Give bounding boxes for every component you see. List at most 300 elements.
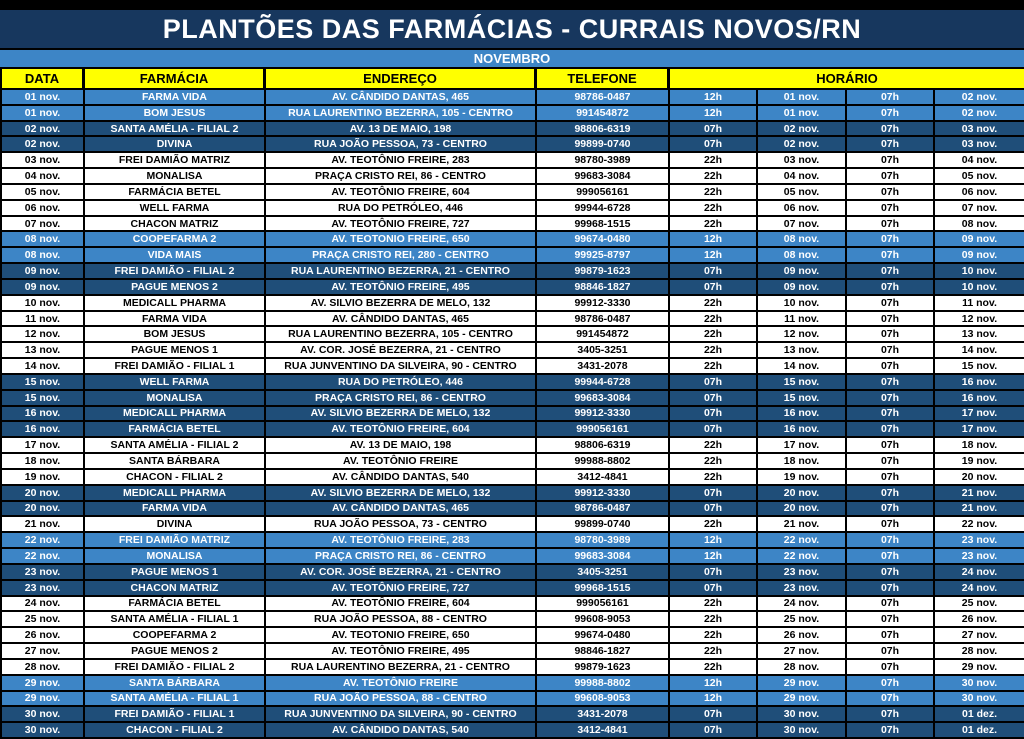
cell-date: 09 nov. xyxy=(0,280,85,294)
cell-end-time: 07h xyxy=(847,343,935,357)
cell-start-time: 22h xyxy=(670,612,758,626)
cell-start-date: 22 nov. xyxy=(758,549,847,563)
cell-phone: 3405-3251 xyxy=(537,343,670,357)
cell-start-date: 04 nov. xyxy=(758,169,847,183)
cell-start-time: 12h xyxy=(670,232,758,246)
cell-date: 23 nov. xyxy=(0,581,85,595)
cell-pharmacy: MEDICALL PHARMA xyxy=(85,407,266,421)
cell-address: AV. TEOTÔNIO FREIRE, 604 xyxy=(266,422,537,436)
cell-end-time: 07h xyxy=(847,169,935,183)
cell-pharmacy: FREI DAMIÃO - FILIAL 2 xyxy=(85,264,266,278)
cell-start-time: 22h xyxy=(670,517,758,531)
cell-phone: 99912-3330 xyxy=(537,407,670,421)
cell-start-time: 22h xyxy=(670,644,758,658)
cell-start-time: 22h xyxy=(670,454,758,468)
cell-address: RUA JOÃO PESSOA, 73 - CENTRO xyxy=(266,517,537,531)
table-row xyxy=(0,676,1024,692)
cell-phone: 99674-0480 xyxy=(537,232,670,246)
cell-date: 16 nov. xyxy=(0,422,85,436)
cell-end-date: 02 nov. xyxy=(961,90,998,103)
cell-address: AV. TEOTÔNIO FREIRE, 495 xyxy=(266,644,537,658)
cell-start-time: 07h xyxy=(670,391,758,405)
cell-date: 08 nov. xyxy=(0,248,85,262)
cell-phone: 98780-3989 xyxy=(537,533,670,547)
cell-phone: 99968-1515 xyxy=(537,581,670,595)
cell-date: 23 nov. xyxy=(0,565,85,579)
cell-date: 20 nov. xyxy=(0,502,85,516)
cell-pharmacy: VIDA MAIS xyxy=(85,248,266,262)
cell-date: 29 nov. xyxy=(0,692,85,706)
cell-end-date: 22 nov. xyxy=(961,518,998,531)
table-row xyxy=(0,517,1024,533)
cell-pharmacy: FREI DAMIÃO - FILIAL 1 xyxy=(85,359,266,373)
cell-start-date: 20 nov. xyxy=(758,502,847,516)
cell-start-time: 12h xyxy=(670,90,758,104)
table-row xyxy=(0,391,1024,407)
cell-end-date: 23 nov. xyxy=(961,549,998,562)
cell-date: 25 nov. xyxy=(0,612,85,626)
cell-address: AV. TEOTONIO FREIRE, 650 xyxy=(266,232,537,246)
table-row xyxy=(0,169,1024,185)
cell-start-time: 22h xyxy=(670,470,758,484)
table-row xyxy=(0,597,1024,613)
cell-address: RUA JOÃO PESSOA, 88 - CENTRO xyxy=(266,612,537,626)
cell-end-date: 07 nov. xyxy=(961,201,998,214)
cell-phone: 3405-3251 xyxy=(537,565,670,579)
cell-start-date: 23 nov. xyxy=(758,565,847,579)
cell-end-time: 07h xyxy=(847,692,935,706)
table-row xyxy=(0,359,1024,375)
cell-start-date: 20 nov. xyxy=(758,486,847,500)
cell-start-time: 07h xyxy=(670,264,758,278)
cell-start-time: 07h xyxy=(670,565,758,579)
cell-end-date: 23 nov. xyxy=(961,534,998,547)
cell-address: AV. TEOTÔNIO FREIRE, 283 xyxy=(266,533,537,547)
cell-address: PRAÇA CRISTO REI, 86 - CENTRO xyxy=(266,391,537,405)
cell-address: AV. TEOTONIO FREIRE, 650 xyxy=(266,628,537,642)
cell-start-time: 07h xyxy=(670,422,758,436)
cell-start-date: 26 nov. xyxy=(758,628,847,642)
cell-end-time: 07h xyxy=(847,264,935,278)
cell-pharmacy: MEDICALL PHARMA xyxy=(85,486,266,500)
cell-phone: 99683-3084 xyxy=(537,169,670,183)
cell-pharmacy: CHACON - FILIAL 2 xyxy=(85,470,266,484)
table-row xyxy=(0,454,1024,470)
cell-start-time: 22h xyxy=(670,185,758,199)
cell-pharmacy: FARMA VIDA xyxy=(85,502,266,516)
cell-date: 04 nov. xyxy=(0,169,85,183)
column-header-endereco: ENDEREÇO xyxy=(266,69,537,90)
cell-start-time: 22h xyxy=(670,296,758,310)
table-row xyxy=(0,106,1024,122)
cell-pharmacy: FARMA VIDA xyxy=(85,90,266,104)
cell-address: RUA LAURENTINO BEZERRA, 105 - CENTRO xyxy=(266,106,537,120)
cell-date: 22 nov. xyxy=(0,549,85,563)
cell-address: AV. CÂNDIDO DANTAS, 465 xyxy=(266,312,537,326)
cell-date: 27 nov. xyxy=(0,644,85,658)
cell-end-time: 07h xyxy=(847,486,935,500)
cell-phone: 98846-1827 xyxy=(537,280,670,294)
cell-pharmacy: FARMÁCIA BETEL xyxy=(85,422,266,436)
cell-pharmacy: CHACON MATRIZ xyxy=(85,581,266,595)
table-row xyxy=(0,581,1024,597)
cell-start-date: 29 nov. xyxy=(758,692,847,706)
cell-phone: 99683-3084 xyxy=(537,391,670,405)
cell-start-date: 15 nov. xyxy=(758,375,847,389)
cell-phone: 99944-6728 xyxy=(537,201,670,215)
cell-start-date: 28 nov. xyxy=(758,660,847,674)
cell-end-time: 07h xyxy=(847,533,935,547)
cell-pharmacy: CHACON - FILIAL 2 xyxy=(85,723,266,737)
cell-end-date: 19 nov. xyxy=(961,454,998,467)
cell-end-date: 28 nov. xyxy=(961,644,998,657)
cell-date: 11 nov. xyxy=(0,312,85,326)
cell-end-date: 16 nov. xyxy=(961,375,998,388)
cell-phone: 99988-8802 xyxy=(537,676,670,690)
cell-end-time: 07h xyxy=(847,248,935,262)
cell-end-time: 07h xyxy=(847,422,935,436)
table-row xyxy=(0,90,1024,106)
cell-start-time: 22h xyxy=(670,201,758,215)
cell-start-date: 16 nov. xyxy=(758,422,847,436)
cell-start-date: 07 nov. xyxy=(758,217,847,231)
cell-pharmacy: FREI DAMIÃO MATRIZ xyxy=(85,533,266,547)
cell-end-date: 09 nov. xyxy=(961,249,998,262)
cell-start-date: 02 nov. xyxy=(758,137,847,151)
cell-end-date: 29 nov. xyxy=(961,660,998,673)
table-row xyxy=(0,549,1024,565)
cell-start-time: 22h xyxy=(670,327,758,341)
cell-start-time: 22h xyxy=(670,217,758,231)
cell-address: AV. CÂNDIDO DANTAS, 465 xyxy=(266,90,537,104)
cell-end-time: 07h xyxy=(847,407,935,421)
table-row xyxy=(0,122,1024,138)
cell-address: AV. 13 DE MAIO, 198 xyxy=(266,122,537,136)
cell-end-time: 07h xyxy=(847,122,935,136)
cell-phone: 991454872 xyxy=(537,106,670,120)
cell-end-date: 01 dez. xyxy=(961,724,998,737)
cell-end-time: 07h xyxy=(847,137,935,151)
cell-date: 05 nov. xyxy=(0,185,85,199)
cell-start-date: 22 nov. xyxy=(758,533,847,547)
cell-pharmacy: PAGUE MENOS 2 xyxy=(85,280,266,294)
cell-start-date: 23 nov. xyxy=(758,581,847,595)
cell-phone: 98786-0487 xyxy=(537,502,670,516)
table-row xyxy=(0,312,1024,328)
cell-end-time: 07h xyxy=(847,106,935,120)
table-row xyxy=(0,375,1024,391)
cell-start-time: 22h xyxy=(670,312,758,326)
cell-date: 15 nov. xyxy=(0,375,85,389)
cell-end-time: 07h xyxy=(847,612,935,626)
cell-phone: 999056161 xyxy=(537,185,670,199)
cell-end-time: 07h xyxy=(847,201,935,215)
cell-phone: 98806-6319 xyxy=(537,122,670,136)
cell-pharmacy: MEDICALL PHARMA xyxy=(85,296,266,310)
cell-end-date: 02 nov. xyxy=(961,106,998,119)
month-label: NOVEMBRO xyxy=(0,50,1024,67)
cell-end-time: 07h xyxy=(847,312,935,326)
cell-end-time: 07h xyxy=(847,90,935,104)
cell-end-date: 01 dez. xyxy=(961,708,998,721)
cell-start-date: 25 nov. xyxy=(758,612,847,626)
cell-pharmacy: CHACON MATRIZ xyxy=(85,217,266,231)
cell-start-time: 12h xyxy=(670,533,758,547)
cell-end-time: 07h xyxy=(847,359,935,373)
table-row xyxy=(0,533,1024,549)
cell-end-time: 07h xyxy=(847,438,935,452)
cell-pharmacy: FARMA VIDA xyxy=(85,312,266,326)
cell-pharmacy: BOM JESUS xyxy=(85,106,266,120)
cell-start-date: 14 nov. xyxy=(758,359,847,373)
cell-phone: 99925-8797 xyxy=(537,248,670,262)
cell-pharmacy: BOM JESUS xyxy=(85,327,266,341)
cell-end-date: 24 nov. xyxy=(961,581,998,594)
table-row xyxy=(0,723,1024,739)
cell-address: PRAÇA CRISTO REI, 280 - CENTRO xyxy=(266,248,537,262)
cell-end-date: 17 nov. xyxy=(961,407,998,420)
cell-address: AV. CÂNDIDO DANTAS, 465 xyxy=(266,502,537,516)
cell-address: RUA LAURENTINO BEZERRA, 105 - CENTRO xyxy=(266,327,537,341)
cell-end-date: 10 nov. xyxy=(961,265,998,278)
cell-end-date: 04 nov. xyxy=(961,154,998,167)
cell-date: 30 nov. xyxy=(0,723,85,737)
cell-address: AV. SILVIO BEZERRA DE MELO, 132 xyxy=(266,407,537,421)
cell-phone: 99608-9053 xyxy=(537,612,670,626)
cell-start-time: 07h xyxy=(670,375,758,389)
cell-end-date: 08 nov. xyxy=(961,217,998,230)
cell-start-date: 05 nov. xyxy=(758,185,847,199)
cell-phone: 3431-2078 xyxy=(537,359,670,373)
cell-start-date: 17 nov. xyxy=(758,438,847,452)
cell-phone: 99988-8802 xyxy=(537,454,670,468)
cell-end-time: 07h xyxy=(847,660,935,674)
cell-start-date: 02 nov. xyxy=(758,122,847,136)
cell-start-date: 21 nov. xyxy=(758,517,847,531)
column-header-horario: HORÁRIO xyxy=(670,69,1024,90)
cell-start-time: 22h xyxy=(670,438,758,452)
cell-start-date: 10 nov. xyxy=(758,296,847,310)
cell-start-date: 01 nov. xyxy=(758,106,847,120)
cell-end-time: 07h xyxy=(847,327,935,341)
cell-address: AV. TEOTÔNIO FREIRE, 727 xyxy=(266,217,537,231)
cell-pharmacy: COOPEFARMA 2 xyxy=(85,232,266,246)
cell-start-time: 12h xyxy=(670,549,758,563)
cell-date: 22 nov. xyxy=(0,533,85,547)
cell-start-time: 07h xyxy=(670,280,758,294)
cell-start-date: 09 nov. xyxy=(758,264,847,278)
cell-address: AV. COR. JOSÉ BEZERRA, 21 - CENTRO xyxy=(266,343,537,357)
cell-phone: 98780-3989 xyxy=(537,153,670,167)
cell-date: 29 nov. xyxy=(0,676,85,690)
cell-end-date: 20 nov. xyxy=(961,470,998,483)
cell-date: 26 nov. xyxy=(0,628,85,642)
cell-address: AV. TEOTÔNIO FREIRE, 604 xyxy=(266,185,537,199)
table-row xyxy=(0,407,1024,423)
cell-start-time: 12h xyxy=(670,106,758,120)
cell-pharmacy: MONALISA xyxy=(85,391,266,405)
cell-end-date: 09 nov. xyxy=(961,233,998,246)
cell-start-date: 15 nov. xyxy=(758,391,847,405)
cell-pharmacy: MONALISA xyxy=(85,549,266,563)
cell-pharmacy: PAGUE MENOS 1 xyxy=(85,343,266,357)
cell-end-date: 11 nov. xyxy=(962,296,997,309)
cell-start-time: 12h xyxy=(670,676,758,690)
cell-start-time: 22h xyxy=(670,628,758,642)
cell-start-time: 22h xyxy=(670,359,758,373)
cell-start-time: 07h xyxy=(670,486,758,500)
cell-address: AV. TEOTÔNIO FREIRE, 495 xyxy=(266,280,537,294)
table-row xyxy=(0,327,1024,343)
cell-pharmacy: SANTA AMÉLIA - FILIAL 1 xyxy=(85,692,266,706)
cell-end-date: 21 nov. xyxy=(961,502,998,515)
cell-start-time: 22h xyxy=(670,597,758,611)
cell-address: AV. CÂNDIDO DANTAS, 540 xyxy=(266,723,537,737)
cell-phone: 99674-0480 xyxy=(537,628,670,642)
cell-pharmacy: FREI DAMIÃO - FILIAL 1 xyxy=(85,707,266,721)
table-row xyxy=(0,660,1024,676)
table-row xyxy=(0,343,1024,359)
cell-date: 03 nov. xyxy=(0,153,85,167)
cell-date: 01 nov. xyxy=(0,106,85,120)
cell-pharmacy: COOPEFARMA 2 xyxy=(85,628,266,642)
cell-end-time: 07h xyxy=(847,628,935,642)
table-row xyxy=(0,201,1024,217)
table-row xyxy=(0,264,1024,280)
cell-end-time: 07h xyxy=(847,280,935,294)
cell-end-time: 07h xyxy=(847,217,935,231)
cell-address: RUA JUNVENTINO DA SILVEIRA, 90 - CENTRO xyxy=(266,707,537,721)
cell-pharmacy: SANTA BÁRBARA xyxy=(85,676,266,690)
cell-date: 02 nov. xyxy=(0,122,85,136)
cell-pharmacy: FARMÁCIA BETEL xyxy=(85,185,266,199)
cell-end-date: 16 nov. xyxy=(961,391,998,404)
cell-start-time: 07h xyxy=(670,407,758,421)
table-row xyxy=(0,612,1024,628)
column-header-data: DATA xyxy=(0,69,85,90)
cell-end-date: 06 nov. xyxy=(961,185,998,198)
cell-end-time: 07h xyxy=(847,454,935,468)
cell-pharmacy: WELL FARMA xyxy=(85,201,266,215)
cell-start-time: 07h xyxy=(670,723,758,737)
cell-start-time: 07h xyxy=(670,707,758,721)
cell-address: AV. TEOTÔNIO FREIRE, 727 xyxy=(266,581,537,595)
cell-pharmacy: SANTA AMÉLIA - FILIAL 2 xyxy=(85,438,266,452)
cell-start-time: 22h xyxy=(670,343,758,357)
cell-address: RUA LAURENTINO BEZERRA, 21 - CENTRO xyxy=(266,264,537,278)
cell-address: AV. CÂNDIDO DANTAS, 540 xyxy=(266,470,537,484)
cell-phone: 991454872 xyxy=(537,327,670,341)
cell-date: 24 nov. xyxy=(0,597,85,611)
cell-start-date: 11 nov. xyxy=(758,312,847,326)
cell-address: RUA JOÃO PESSOA, 88 - CENTRO xyxy=(266,692,537,706)
cell-pharmacy: WELL FARMA xyxy=(85,375,266,389)
cell-address: RUA JUNVENTINO DA SILVEIRA, 90 - CENTRO xyxy=(266,359,537,373)
cell-phone: 99608-9053 xyxy=(537,692,670,706)
cell-date: 14 nov. xyxy=(0,359,85,373)
cell-address: AV. TEOTÔNIO FREIRE, 604 xyxy=(266,597,537,611)
cell-date: 09 nov. xyxy=(0,264,85,278)
cell-end-date: 27 nov. xyxy=(961,629,998,642)
cell-start-date: 30 nov. xyxy=(758,723,847,737)
cell-date: 01 nov. xyxy=(0,90,85,104)
cell-end-time: 07h xyxy=(847,232,935,246)
table-row xyxy=(0,217,1024,233)
cell-end-date: 30 nov. xyxy=(961,676,998,689)
cell-address: AV. TEOTÔNIO FREIRE xyxy=(266,676,537,690)
cell-end-date: 25 nov. xyxy=(961,597,998,610)
cell-end-time: 07h xyxy=(847,391,935,405)
table-row xyxy=(0,422,1024,438)
cell-start-date: 30 nov. xyxy=(758,707,847,721)
table-row xyxy=(0,644,1024,660)
cell-phone: 99879-1623 xyxy=(537,660,670,674)
table-body xyxy=(0,90,1024,739)
cell-address: PRAÇA CRISTO REI, 86 - CENTRO xyxy=(266,549,537,563)
cell-phone: 98786-0487 xyxy=(537,90,670,104)
cell-phone: 3431-2078 xyxy=(537,707,670,721)
cell-pharmacy: PAGUE MENOS 2 xyxy=(85,644,266,658)
cell-start-time: 07h xyxy=(670,137,758,151)
cell-start-date: 12 nov. xyxy=(758,327,847,341)
cell-phone: 999056161 xyxy=(537,422,670,436)
cell-start-time: 22h xyxy=(670,660,758,674)
cell-date: 15 nov. xyxy=(0,391,85,405)
cell-end-time: 07h xyxy=(847,549,935,563)
cell-end-time: 07h xyxy=(847,517,935,531)
cell-phone: 99879-1623 xyxy=(537,264,670,278)
cell-start-date: 08 nov. xyxy=(758,232,847,246)
cell-end-time: 07h xyxy=(847,502,935,516)
column-header-farmacia: FARMÁCIA xyxy=(85,69,266,90)
cell-end-date: 03 nov. xyxy=(961,138,998,151)
cell-start-date: 24 nov. xyxy=(758,597,847,611)
cell-end-time: 07h xyxy=(847,470,935,484)
table-row xyxy=(0,296,1024,312)
cell-end-date: 17 nov. xyxy=(961,423,998,436)
page-title: PLANTÕES DAS FARMÁCIAS - CURRAIS NOVOS/RN xyxy=(0,10,1024,48)
cell-address: AV. 13 DE MAIO, 198 xyxy=(266,438,537,452)
cell-end-time: 07h xyxy=(847,185,935,199)
cell-start-time: 07h xyxy=(670,581,758,595)
table-row xyxy=(0,628,1024,644)
cell-pharmacy: PAGUE MENOS 1 xyxy=(85,565,266,579)
cell-address: RUA DO PETRÓLEO, 446 xyxy=(266,375,537,389)
cell-end-date: 18 nov. xyxy=(961,439,998,452)
cell-phone: 98786-0487 xyxy=(537,312,670,326)
table-row xyxy=(0,707,1024,723)
cell-end-date: 10 nov. xyxy=(961,280,998,293)
cell-end-date: 05 nov. xyxy=(961,170,998,183)
cell-pharmacy: MONALISA xyxy=(85,169,266,183)
cell-start-date: 08 nov. xyxy=(758,248,847,262)
cell-pharmacy: DIVINA xyxy=(85,517,266,531)
cell-end-date: 21 nov. xyxy=(961,486,998,499)
table-row xyxy=(0,232,1024,248)
cell-start-date: 01 nov. xyxy=(758,90,847,104)
cell-date: 13 nov. xyxy=(0,343,85,357)
cell-address: RUA JOÃO PESSOA, 73 - CENTRO xyxy=(266,137,537,151)
cell-end-time: 07h xyxy=(847,597,935,611)
cell-phone: 3412-4841 xyxy=(537,470,670,484)
column-header-telefone: TELEFONE xyxy=(537,69,670,90)
table-row xyxy=(0,280,1024,296)
cell-start-time: 07h xyxy=(670,502,758,516)
cell-end-date: 03 nov. xyxy=(961,122,998,135)
cell-end-time: 07h xyxy=(847,565,935,579)
cell-start-date: 13 nov. xyxy=(758,343,847,357)
cell-start-date: 09 nov. xyxy=(758,280,847,294)
